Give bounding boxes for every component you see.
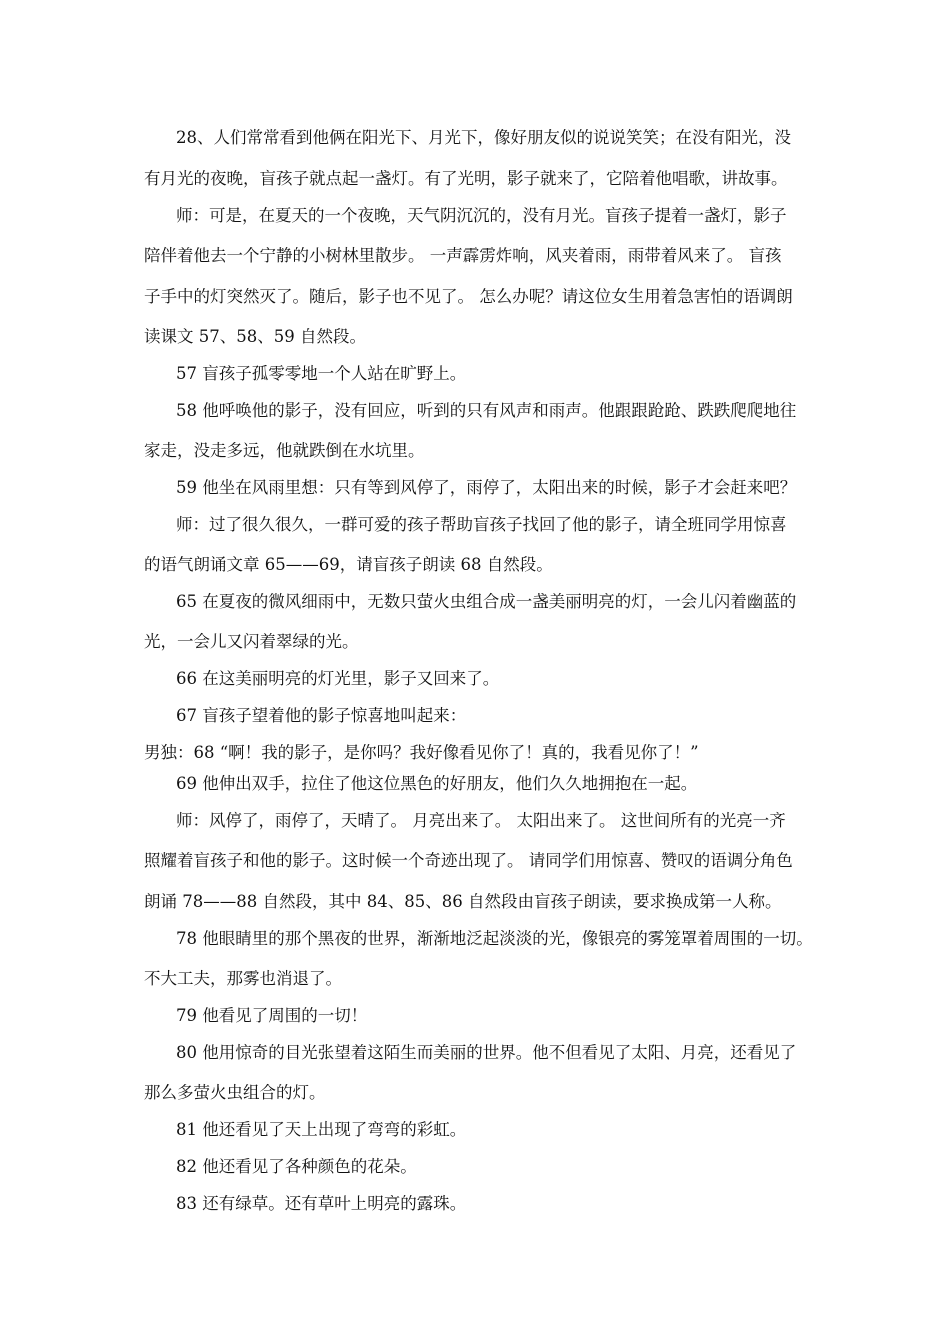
- text-line: 82 他还看见了各种颜色的花朵。: [176, 1157, 417, 1176]
- text-line: 师：风停了，雨停了，天晴了。 月亮出来了。 太阳出来了。 这世间所有的光亮一齐: [176, 811, 786, 830]
- text-line: 67 盲孩子望着他的影子惊喜地叫起来：: [176, 706, 467, 725]
- text-line: 57 盲孩子孤零零地一个人站在旷野上。: [176, 364, 467, 383]
- text-line: 28、人们常常看到他俩在阳光下、月光下，像好朋友似的说说笑笑；在没有阳光，没: [176, 128, 791, 147]
- text-line: 读课文 57、58、59 自然段。: [144, 327, 366, 346]
- text-line: 78 他眼睛里的那个黑夜的世界，渐渐地泛起淡淡的光，像银亮的雾笼罩着周围的一切。: [176, 929, 813, 948]
- text-line: 那么多萤火虫组合的灯。: [144, 1083, 326, 1102]
- text-line: 子手中的灯突然灭了。随后，影子也不见了。 怎么办呢？请这位女生用着急害怕的语调朗: [144, 287, 793, 306]
- text-line: 65 在夏夜的微风细雨中，无数只萤火虫组合成一盏美丽明亮的灯，一会儿闪着幽蓝的: [176, 592, 797, 611]
- text-line: 朗诵 78——88 自然段，其中 84、85、86 自然段由盲孩子朗读，要求换成第一人称。: [144, 892, 782, 911]
- text-line: 59 他坐在风雨里想：只有等到风停了，雨停了，太阳出来的时候，影子才会赶来吧？: [176, 478, 797, 497]
- text-line: 师：可是，在夏天的一个夜晚，天气阴沉沉的，没有月光。盲孩子提着一盏灯，影子: [176, 206, 787, 225]
- text-line: 58 他呼唤他的影子，没有回应，听到的只有风声和雨声。他跟跟跄跄、跌跌爬爬地往: [176, 401, 797, 420]
- text-line: 师：过了很久很久，一群可爱的孩子帮助盲孩子找回了他的影子，请全班同学用惊喜: [176, 515, 787, 534]
- text-line: 家走，没走多远，他就跌倒在水坑里。: [144, 441, 425, 460]
- text-line: 有月光的夜晚，盲孩子就点起一盏灯。有了光明，影子就来了，它陪着他唱歌，讲故事。: [144, 169, 788, 188]
- text-line: 不大工夫，那雾也消退了。: [144, 969, 342, 988]
- text-line: 的语气朗诵文章 65——69，请盲孩子朗读 68 自然段。: [144, 555, 553, 574]
- text-line: 80 他用惊奇的目光张望着这陌生而美丽的世界。他不但看见了太阳、月亮，还看见了: [176, 1043, 797, 1062]
- text-line: 光，一会儿又闪着翠绿的光。: [144, 632, 359, 651]
- text-line: 男独：68 “啊！我的影子，是你吗？我好像看见你了！真的，我看见你了！”: [144, 743, 699, 762]
- text-line: 照耀着盲孩子和他的影子。这时候一个奇迹出现了。 请同学们用惊喜、赞叹的语调分角色: [144, 851, 793, 870]
- text-line: 69 他伸出双手，拉住了他这位黑色的好朋友，他们久久地拥抱在一起。: [176, 774, 698, 793]
- text-line: 79 他看见了周围的一切！: [176, 1006, 368, 1025]
- text-line: 81 他还看见了天上出现了弯弯的彩虹。: [176, 1120, 467, 1139]
- text-line: 陪伴着他去一个宁静的小树林里散步。 一声霹雳炸响，风夹着雨，雨带着风来了。 盲孩: [144, 246, 782, 265]
- text-line: 83 还有绿草。还有草叶上明亮的露珠。: [176, 1194, 467, 1213]
- text-line: 66 在这美丽明亮的灯光里，影子又回来了。: [176, 669, 500, 688]
